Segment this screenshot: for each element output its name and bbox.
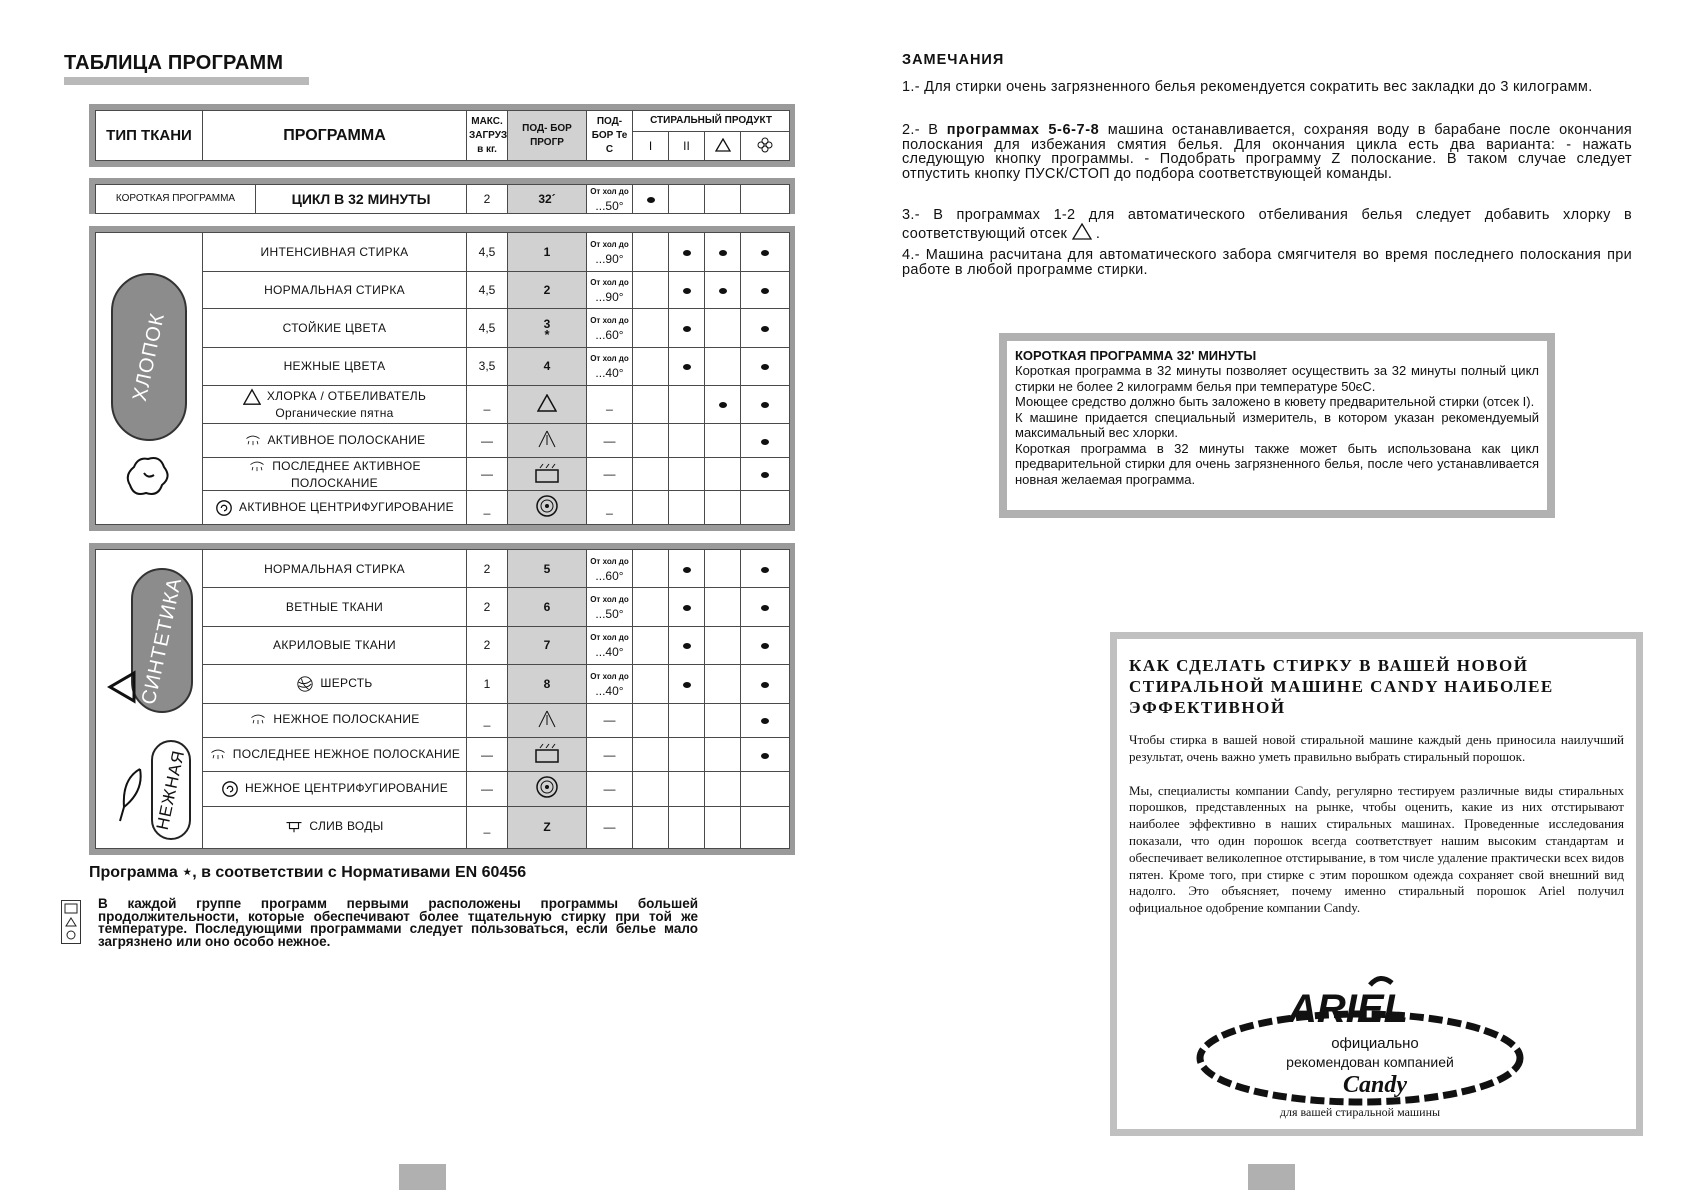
- synthetic-band: СИНТЕТИКА: [131, 568, 193, 713]
- cotton-flower-icon: [124, 453, 172, 497]
- temperature-value: От хол до ...60°: [587, 550, 633, 588]
- synthetic-type-cell: [96, 550, 203, 849]
- candy-box-paragraph-1: Чтобы стирка в вашей новой стиральной машине каждый день приносила наилучший результат, очень важно уметь правильно выбрать стиральный порошок.: [1129, 732, 1624, 764]
- max-load-value: 4,5: [467, 309, 508, 348]
- dot-icon: [683, 326, 691, 332]
- dot-icon: [761, 605, 769, 611]
- detergent-cell-1: [633, 309, 669, 348]
- program-name: ХЛОРКА / ОТБЕЛИВАТЕЛЬ Органические пятна: [203, 385, 467, 424]
- detergent-cell-3: [705, 424, 741, 458]
- detergent-cell-3: [705, 491, 741, 525]
- detergent-cell-3: [705, 550, 741, 588]
- program-select-value: [508, 491, 587, 525]
- rinse-shower-icon: [249, 711, 267, 729]
- program-select-value: 6: [508, 588, 587, 626]
- temperature-value: —: [587, 737, 633, 771]
- spin-select-icon: [535, 775, 559, 799]
- last-rinse-select-icon: [532, 462, 562, 484]
- ariel-candy-logo: [1160, 970, 1590, 1120]
- detergent-cell-3: [705, 588, 741, 626]
- detergent-cell-3: [705, 457, 741, 491]
- care-symbols-icon: [61, 900, 81, 944]
- detergent-cell-2: [669, 665, 705, 703]
- detergent-cell-3: [705, 271, 741, 309]
- detergent-cell-1: [633, 347, 669, 385]
- program-name: ВЕТНЫЕ ТКАНИ: [203, 588, 467, 626]
- rinse-shower-icon: [244, 432, 262, 450]
- max-load-value: 1: [467, 665, 508, 703]
- program-select-value: [508, 424, 587, 458]
- dot-icon: [761, 472, 769, 478]
- detergent-cell-2: [669, 424, 705, 458]
- temperature-value: —: [587, 703, 633, 737]
- detergent-cell-3: [705, 772, 741, 806]
- temperature-value: —: [587, 457, 633, 491]
- program-select-value: [508, 737, 587, 771]
- logo-partner: Candy: [1342, 1072, 1408, 1098]
- temperature-value: От хол до ...60°: [587, 309, 633, 348]
- synthetic-frame: [89, 543, 795, 855]
- temperature-value: _: [587, 491, 633, 525]
- short-program-box-line: Моющее средство должно быть заложено в кювету предварительной стирки (отсек I).: [1015, 394, 1535, 409]
- max-load-value: 2: [467, 550, 508, 588]
- temp-select-header: ПОД- БОР Те С: [587, 111, 633, 161]
- temperature-value: —: [587, 806, 633, 848]
- program-select-value: 7: [508, 626, 587, 664]
- wool-ball-icon: [296, 675, 314, 693]
- program-name: СЛИВ ВОДЫ: [203, 806, 467, 848]
- detergent-cell-1: [633, 703, 669, 737]
- detergent-cell-4: [741, 385, 790, 424]
- dot-icon: [761, 718, 769, 724]
- program-row: [96, 550, 790, 588]
- detergent-cell-1: [633, 233, 669, 272]
- temperature-value: —: [587, 424, 633, 458]
- detergent-cell-4: [741, 626, 790, 664]
- max-load-value: —: [467, 457, 508, 491]
- dot-icon: [761, 439, 769, 445]
- bleach-triangle-icon: [243, 388, 261, 406]
- short-program-box-line: Короткая программа в 32 минуты также может быть использована как цикл предварительной стирки для очень загрязненного белья, после чего устанавливается новная желаемая программа.: [1015, 440, 1539, 487]
- detergent-cell-3: [705, 385, 741, 424]
- detergent-cell-4: [741, 588, 790, 626]
- bleach-triangle-icon: [537, 394, 557, 412]
- program-select-value: 8: [508, 665, 587, 703]
- program-select-value: [508, 457, 587, 491]
- detergent-cell-1: [633, 737, 669, 771]
- program-name: ИНТЕНСИВНАЯ СТИРКА: [203, 233, 467, 272]
- program-select-value: 4: [508, 347, 587, 385]
- dot-icon: [683, 605, 691, 611]
- fabric-type-header: ТИП ТКАНИ: [96, 111, 203, 161]
- detergent-cell-1: [633, 550, 669, 588]
- dot-icon: [719, 402, 727, 408]
- program-order-note: В каждой группе программ первыми расположены программы большей продолжительности, которые обеспечивают более тщательную стирку при той же температуре. Последующими программами следует пользоваться, если белье мало загрязнено или оно особо нежное.: [98, 896, 698, 949]
- detergent-cell-2: [669, 588, 705, 626]
- program-select-value: [508, 703, 587, 737]
- detergent-cell-3: [705, 309, 741, 348]
- remark-2: 2.- В программах 5-6-7-8 машина останавливается, сохраняя воду в барабане после окончания полоскания для избежания смятия белья. Для окончания цикла есть два варианта: - нажать следующую кнопку программы. - Подобрать программу Z полоскание. В таком случае следует отпустить кнопку ПУСК/СТОП до подбора соответствующей команды.: [902, 122, 1632, 182]
- rinse-select-icon: [536, 429, 558, 449]
- logo-caption: для вашей стиральной машины: [1279, 1105, 1441, 1119]
- temperature-value: _: [587, 385, 633, 424]
- dot-icon: [761, 288, 769, 294]
- program-name: НЕЖНОЕ ЦЕНТРИФУГИРОВАНИЕ: [203, 772, 467, 806]
- short-program-box-line: Короткая программа в 32 минуты позволяет осуществить за 32 минуты полный цикл стирки не более 2 килограмм белья при температуре 50єС.: [1015, 363, 1539, 394]
- dot-icon: [761, 250, 769, 256]
- dot-icon: [683, 643, 691, 649]
- dot-icon: [683, 250, 691, 256]
- candy-box-paragraph-2: Мы, специалисты компании Candy, регулярно тестируем различные виды стиральных порошков, представленных на рынке, чтобы оценить, какие из них отстирывают наиболее эффективно в наших стиральных машинах. Проведенные исследования показали, что один порошок всегда соответствует нашим высоким стандартам и обеспечивает великолепное отстирывание, в том числе удаление практически всех видов пятен. Кроме того, при стирке с этим порошком одежда сохраняет свой внешний вид надолго. Это объясняет, почему именно стиральный порошок Ariel получил официальное одобрение компании Candy.: [1129, 782, 1624, 916]
- detergent-cell-4: [741, 347, 790, 385]
- drain-water-icon: [285, 818, 303, 836]
- softener-compartment-header: [741, 132, 790, 161]
- spin-select-icon: [535, 494, 559, 518]
- detergent-cell-3: [705, 347, 741, 385]
- program-name: НОРМАЛЬНАЯ СТИРКА: [203, 550, 467, 588]
- detergent-cell-1: [633, 588, 669, 626]
- short-program-load: 2: [467, 185, 508, 214]
- dot-icon: [761, 326, 769, 332]
- program-select-value: 5: [508, 550, 587, 588]
- detergent-cell-3: [705, 665, 741, 703]
- standard-footnote: Программа ⋆, в соответствии с Нормативами EN 60456: [89, 864, 527, 881]
- max-load-value: —: [467, 424, 508, 458]
- program-name: АКРИЛОВЫЕ ТКАНИ: [203, 626, 467, 664]
- max-load-value: —: [467, 737, 508, 771]
- dot-icon: [683, 364, 691, 370]
- detergent-cell-2: [669, 347, 705, 385]
- table-header-frame: [89, 104, 795, 167]
- detergent-cell-2: [669, 491, 705, 525]
- cotton-band: ХЛОПОК: [111, 273, 187, 441]
- program-select-value: 3 *: [508, 309, 587, 348]
- max-load-value: 2: [467, 588, 508, 626]
- dot-icon: [761, 567, 769, 573]
- detergent-cell-4: [741, 233, 790, 272]
- program-select-value: [508, 772, 587, 806]
- last-rinse-select-icon: [532, 742, 562, 764]
- detergent-cell-1: [633, 626, 669, 664]
- logo-line-1: официально: [1331, 1035, 1419, 1052]
- dot-icon: [761, 753, 769, 759]
- detergent-cell-2: [669, 385, 705, 424]
- synthetic-table: [95, 549, 790, 849]
- compartment-1-header: I: [633, 132, 669, 161]
- max-load-value: _: [467, 703, 508, 737]
- temperature-value: —: [587, 772, 633, 806]
- detergent-cell-1: [633, 665, 669, 703]
- detergent-cell-1: [633, 271, 669, 309]
- program-select-value: Z: [508, 806, 587, 848]
- temperature-value: От хол до ...40°: [587, 347, 633, 385]
- detergent-cell-4: [741, 806, 790, 848]
- dot-icon: [719, 250, 727, 256]
- bleach-compartment-header: [705, 132, 741, 161]
- logo-swoosh: [1370, 978, 1392, 985]
- program-name: ШЕРСТЬ: [203, 665, 467, 703]
- detergent-cell-2: [669, 772, 705, 806]
- short-program-frame: [89, 178, 795, 214]
- detergent-cell-1: [633, 772, 669, 806]
- program-name: СТОЙКИЕ ЦВЕТА: [203, 309, 467, 348]
- bleach-triangle-icon: [1072, 223, 1092, 240]
- spin-spiral-icon: [221, 780, 239, 798]
- detergent-header: СТИРАЛЬНЫЙ ПРОДУКТ: [633, 111, 790, 132]
- detergent-cell-1: [633, 457, 669, 491]
- delicate-band: НЕЖНАЯ: [151, 740, 191, 840]
- logo-brand: ARIEL: [1288, 987, 1408, 1031]
- dot-icon: [647, 197, 655, 203]
- detergent-cell-4: [741, 703, 790, 737]
- flower-icon: [757, 137, 773, 153]
- short-program-temp: От хол до ...50°: [587, 185, 633, 214]
- detergent-cell-2: [669, 806, 705, 848]
- detergent-cell-3: [705, 703, 741, 737]
- rinse-shower-icon: [209, 746, 227, 764]
- detergent-cell-4: [741, 424, 790, 458]
- cotton-frame: [89, 226, 795, 531]
- detergent-cell-3: [705, 626, 741, 664]
- detergent-cell-2: [669, 233, 705, 272]
- dot-icon: [761, 682, 769, 688]
- short-program-box-title: КОРОТКАЯ ПРОГРАММА 32' МИНУТЫ: [1015, 348, 1257, 363]
- temperature-value: От хол до ...50°: [587, 588, 633, 626]
- program-header: ПРОГРАММА: [203, 111, 467, 161]
- max-load-header: МАКС. ЗАГРУЗ в кг.: [467, 111, 508, 161]
- temperature-value: От хол до ...90°: [587, 233, 633, 272]
- dot-icon: [761, 364, 769, 370]
- logo-line-2: рекомендован компанией: [1286, 1054, 1454, 1070]
- detergent-cell-3: [705, 806, 741, 848]
- spin-spiral-icon: [215, 499, 233, 517]
- detergent-cell-4: [741, 491, 790, 525]
- page-title: ТАБЛИЦА ПРОГРАММ: [64, 52, 284, 74]
- program-select-value: [508, 385, 587, 424]
- detergent-cell-4: [741, 550, 790, 588]
- remark-1: 1.- Для стирки очень загрязненного белья рекомендуется сократить вес закладки до 3 килограмм.: [902, 79, 1593, 95]
- short-program-name: ЦИКЛ В 32 МИНУТЫ: [256, 185, 467, 214]
- cotton-type-cell: [96, 233, 203, 525]
- page-tab-left: [399, 1164, 446, 1190]
- detergent-cell-2: [669, 626, 705, 664]
- iron-triangle-icon: [106, 670, 140, 704]
- title-underline: [64, 77, 309, 85]
- max-load-value: —: [467, 772, 508, 806]
- short-program-row: [95, 184, 790, 214]
- dot-icon: [683, 567, 691, 573]
- program-name: НЕЖНОЕ ПОЛОСКАНИЕ: [203, 703, 467, 737]
- dot-icon: [683, 288, 691, 294]
- max-load-value: _: [467, 385, 508, 424]
- table-header: [95, 110, 790, 161]
- remark-4: 4.- Машина расчитана для автоматического забора смягчителя во время последнего полоскания при работе в любой программе стирки.: [902, 247, 1632, 278]
- program-name: НОРМАЛЬНАЯ СТИРКА: [203, 271, 467, 309]
- detergent-cell-2: [669, 737, 705, 771]
- max-load-value: 4,5: [467, 271, 508, 309]
- program-row: [96, 233, 790, 272]
- short-program-box-line: К машине придается специальный измеритель, в котором указан рекомендуемый максимальный вес хлорки.: [1015, 409, 1539, 440]
- dot-icon: [761, 643, 769, 649]
- program-name: АКТИВНОЕ ПОЛОСКАНИЕ: [203, 424, 467, 458]
- temperature-value: От хол до ...40°: [587, 626, 633, 664]
- detergent-cell-4: [741, 737, 790, 771]
- dot-icon: [683, 682, 691, 688]
- program-name: АКТИВНОЕ ЦЕНТРИФУГИРОВАНИЕ: [203, 491, 467, 525]
- dot-icon: [719, 288, 727, 294]
- max-load-value: _: [467, 491, 508, 525]
- program-name: ПОСЛЕДНЕЕ НЕЖНОЕ ПОЛОСКАНИЕ: [203, 737, 467, 771]
- max-load-value: 3,5: [467, 347, 508, 385]
- cotton-table: [95, 232, 790, 525]
- feather-icon: [114, 765, 148, 825]
- detergent-cell-4: [741, 665, 790, 703]
- max-load-value: _: [467, 806, 508, 848]
- detergent-cell-3: [705, 233, 741, 272]
- detergent-cell-4: [741, 271, 790, 309]
- temperature-value: От хол до ...40°: [587, 665, 633, 703]
- detergent-cell-1: [633, 491, 669, 525]
- detergent-cell-1: [633, 424, 669, 458]
- short-program-dot-1: [633, 185, 669, 214]
- detergent-cell-4: [741, 457, 790, 491]
- detergent-cell-4: [741, 772, 790, 806]
- remarks-title: ЗАМЕЧАНИЯ: [902, 52, 1005, 68]
- program-name: ПОСЛЕДНЕЕ АКТИВНОЕ ПОЛОСКАНИЕ: [203, 457, 467, 491]
- program-select-value: 2: [508, 271, 587, 309]
- detergent-cell-1: [633, 806, 669, 848]
- detergent-cell-2: [669, 703, 705, 737]
- max-load-value: 4,5: [467, 233, 508, 272]
- detergent-cell-4: [741, 309, 790, 348]
- detergent-cell-2: [669, 457, 705, 491]
- detergent-cell-2: [669, 550, 705, 588]
- short-program-label: КОРОТКАЯ ПРОГРАММА: [96, 185, 256, 214]
- detergent-cell-1: [633, 385, 669, 424]
- page-tab-right: [1248, 1164, 1295, 1190]
- dot-icon: [761, 402, 769, 408]
- program-select-header: ПОД- БОР ПРОГР: [508, 111, 587, 161]
- detergent-cell-2: [669, 309, 705, 348]
- program-name: НЕЖНЫЕ ЦВЕТА: [203, 347, 467, 385]
- remark-3: 3.- В программах 1-2 для автоматического отбеливания белья следует добавить хлорку в соответствующий отсек .: [902, 207, 1632, 242]
- short-program-box: [999, 333, 1555, 518]
- rinse-select-icon: [536, 709, 558, 729]
- candy-box-heading: КАК СДЕЛАТЬ СТИРКУ В ВАШЕЙ НОВОЙ СТИРАЛЬНОЙ МАШИНЕ CANDY НАИБОЛЕЕ ЭФФЕКТИВНОЙ: [1129, 656, 1554, 717]
- compartment-2-header: II: [669, 132, 705, 161]
- max-load-value: 2: [467, 626, 508, 664]
- rinse-shower-icon: [248, 458, 266, 476]
- detergent-cell-2: [669, 271, 705, 309]
- bleach-triangle-icon: [715, 138, 731, 152]
- detergent-cell-3: [705, 737, 741, 771]
- program-select-value: 1: [508, 233, 587, 272]
- temperature-value: От хол до ...90°: [587, 271, 633, 309]
- short-program-code: 32´: [508, 185, 587, 214]
